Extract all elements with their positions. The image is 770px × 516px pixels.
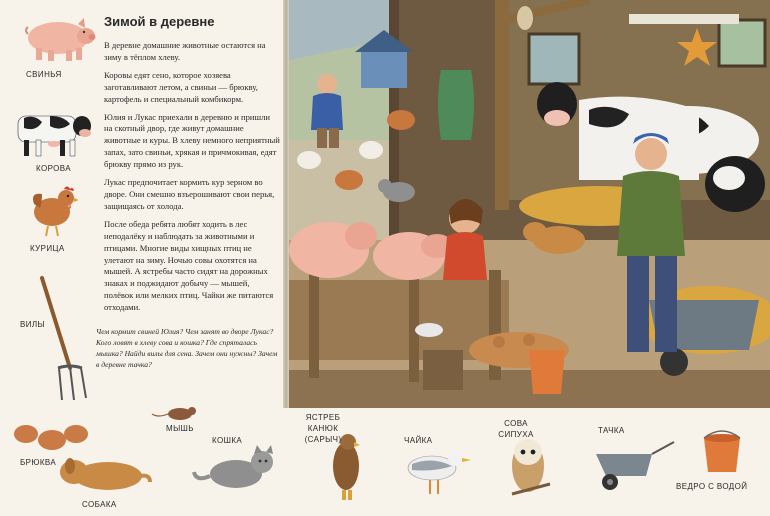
story-text: [104, 40, 280, 320]
hen-illustration: [28, 184, 78, 238]
label-pitchfork: ВИЛЫ: [20, 320, 46, 329]
paragraph-4: Лукас предпочитает кормить кур зерном во дворе. Они смешно взъерошивают свои перья, защищаясь от холода.: [104, 177, 275, 211]
label-owl: СОВА СИПУХА: [498, 419, 534, 439]
page-title: Зимой в деревне: [104, 14, 215, 29]
label-cow: КОРОВА: [36, 164, 71, 173]
label-cat: КОШКА: [212, 436, 243, 445]
label-pig: СВИНЬЯ: [26, 70, 62, 79]
label-turnip: БРЮКВА: [20, 458, 57, 467]
bottom-picture-glossary: [0, 408, 770, 516]
label-hawk: ЯСТРЕБ КАНЮК (САРЫЧ): [304, 413, 342, 444]
pitchfork-illustration: [34, 276, 94, 404]
paragraph-1: В деревне домашние животные остаются на зиму в тёплом хлеву.: [104, 40, 266, 62]
turnip-illustration: [10, 414, 90, 454]
gull-illustration: [398, 440, 472, 496]
label-dog: СОБАКА: [82, 500, 117, 509]
label-mouse: МЫШЬ: [166, 424, 194, 433]
label-wheelbarrow: ТАЧКА: [598, 426, 625, 435]
cat-illustration: [190, 440, 280, 496]
mouse-illustration: [150, 402, 204, 422]
paragraph-5: После обеда ребята любят ходить в лес неподалёку и наблюдать за животными и птицами. Многие виды хищных птиц не улетают на зиму. Ночью совы охотятся на мышей. А ястребы часто сидят на дорожных знаках и поджидают добычу — мышей, полёвок или мелких птиц. Чайки же питаются отходами.: [104, 218, 274, 313]
cow-illustration: [10, 104, 94, 160]
bucket-illustration: [700, 430, 744, 474]
paragraph-2: Коровы едят сено, которое хозяева заготавливают летом, а свиньи — брюкву, картофель и специальный комбикорм.: [104, 69, 258, 104]
pig-illustration: [22, 12, 96, 62]
paragraph-3: Юлия и Лукас приехали в деревню и пришли на скотный двор, где живут домашние животные и куры. В хлеву немного неприятный запах, зато свиньи, хрякая и причмокивая, едят брюкву прямо из рук.: [104, 111, 280, 170]
questions-text: Чем кормит свиней Юлия? Чем занят во дворе Лукас? Кого ловят в хлеву сова и кошка? Где спряталась мышка? Найди вилы для сена. Зачем они нужны? Зачем в деревне тачка?: [96, 327, 278, 369]
label-gull: ЧАЙКА: [404, 436, 433, 445]
barn-scene-illustration: [289, 0, 770, 408]
owl-illustration: [504, 430, 552, 500]
label-hen: КУРИЦА: [30, 244, 65, 253]
label-bucket: ВЕДРО С ВОДОЙ: [676, 482, 748, 491]
dog-illustration: [56, 450, 152, 496]
wheelbarrow-illustration: [592, 440, 676, 492]
